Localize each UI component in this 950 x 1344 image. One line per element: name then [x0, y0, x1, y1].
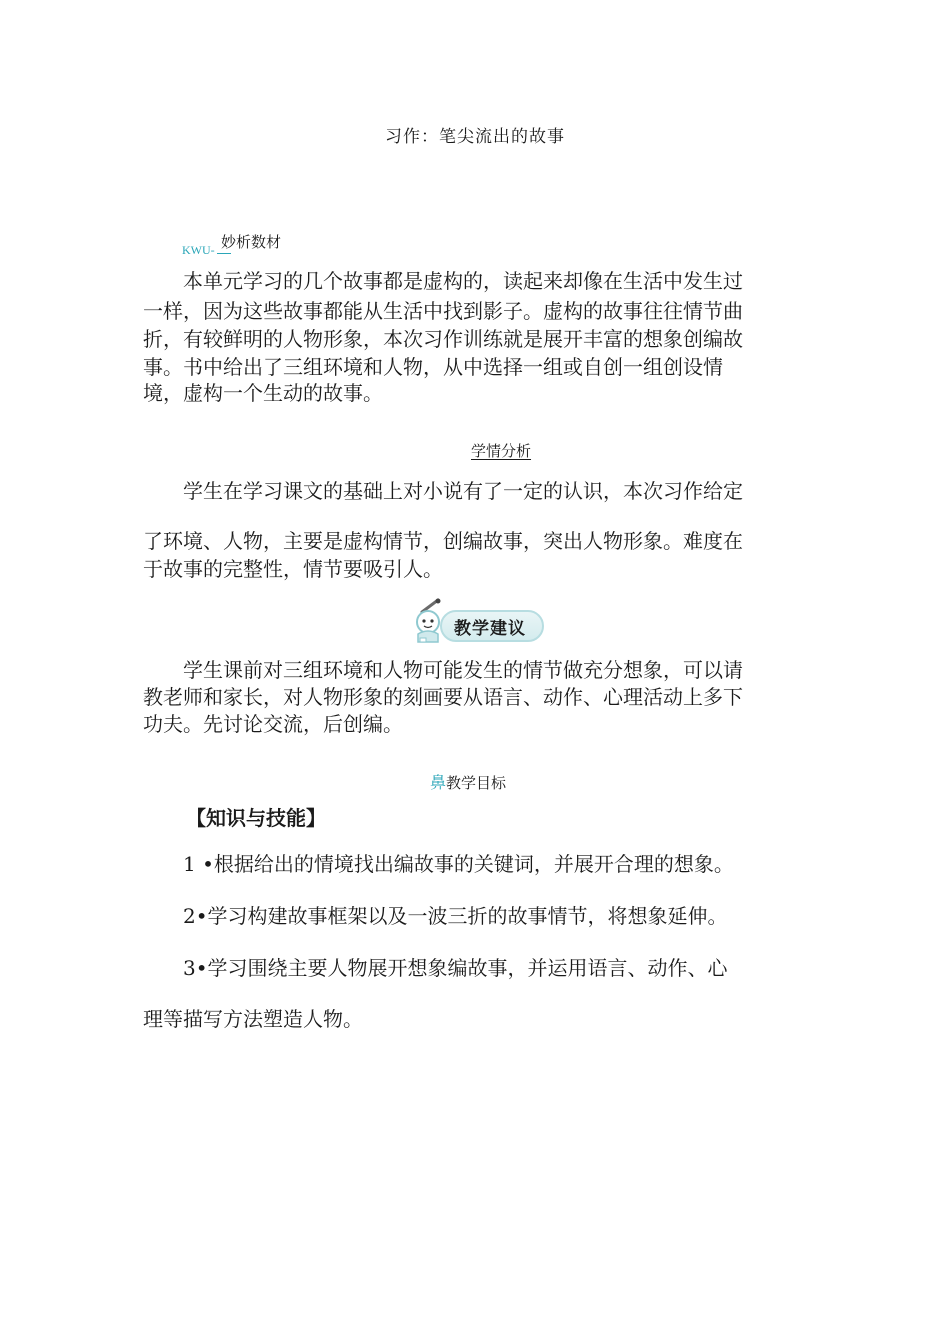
section-heading-material: 妙析数材	[221, 233, 282, 251]
section-heading-goals-row	[430, 770, 506, 793]
students-line-1: 学生在学习课文的基础上对小说有了一定的认识，本次习作给定	[183, 479, 743, 503]
section-heading-goals: 教学目标	[446, 774, 507, 792]
section-heading-students: 学情分析	[471, 442, 532, 460]
goals-subheading: 【知识与技能】	[186, 806, 326, 830]
material-line-3: 折，有较鲜明的人物形象，本次习作训练就是展开丰富的想象创编故	[143, 327, 743, 351]
students-line-3: 于故事的完整性，情节要吸引人。	[143, 557, 443, 581]
advice-badge-label: 教学建议	[454, 619, 526, 639]
goals-icon: 鼻	[430, 773, 447, 792]
material-line-2: 一样，因为这些故事都能从生活中找到影子。虚构的故事往往情节曲	[143, 299, 743, 323]
material-line-5: 境，虚构一个生动的故事。	[143, 381, 383, 405]
material-line-4: 事。书中给出了三组环境和人物，从中选择一组或自创一组创设情	[143, 355, 723, 379]
page-title: 习作：笔尖流出的故事	[385, 127, 565, 147]
advice-line-2: 教老师和家长，对人物形象的刻画要从语言、动作、心理活动上多下	[143, 685, 743, 709]
goal-item-1: 1 •根据给出的情境找出编故事的关键词，并展开合理的想象。	[183, 852, 734, 876]
goal-item-3-cont: 理等描写方法塑造人物。	[143, 1007, 363, 1031]
material-line-1: 本单元学习的几个故事都是虚构的，读起来却像在生活中发生过	[183, 269, 743, 293]
goal-item-2: 2•学习构建故事框架以及一波三折的故事情节，将想象延伸。	[183, 904, 728, 928]
section-tag: KWU-	[182, 243, 215, 257]
students-line-2: 了环境、人物，主要是虚构情节，创编故事，突出人物形象。难度在	[143, 529, 743, 553]
section-tag-line	[217, 253, 231, 254]
advice-line-3: 功夫。先讨论交流，后创编。	[143, 712, 403, 736]
advice-line-1: 学生课前对三组环境和人物可能发生的情节做充分想象，可以请	[183, 658, 743, 682]
goal-item-3: 3•学习围绕主要人物展开想象编故事，并运用语言、动作、心	[183, 956, 728, 980]
mascot-icon	[408, 598, 448, 646]
